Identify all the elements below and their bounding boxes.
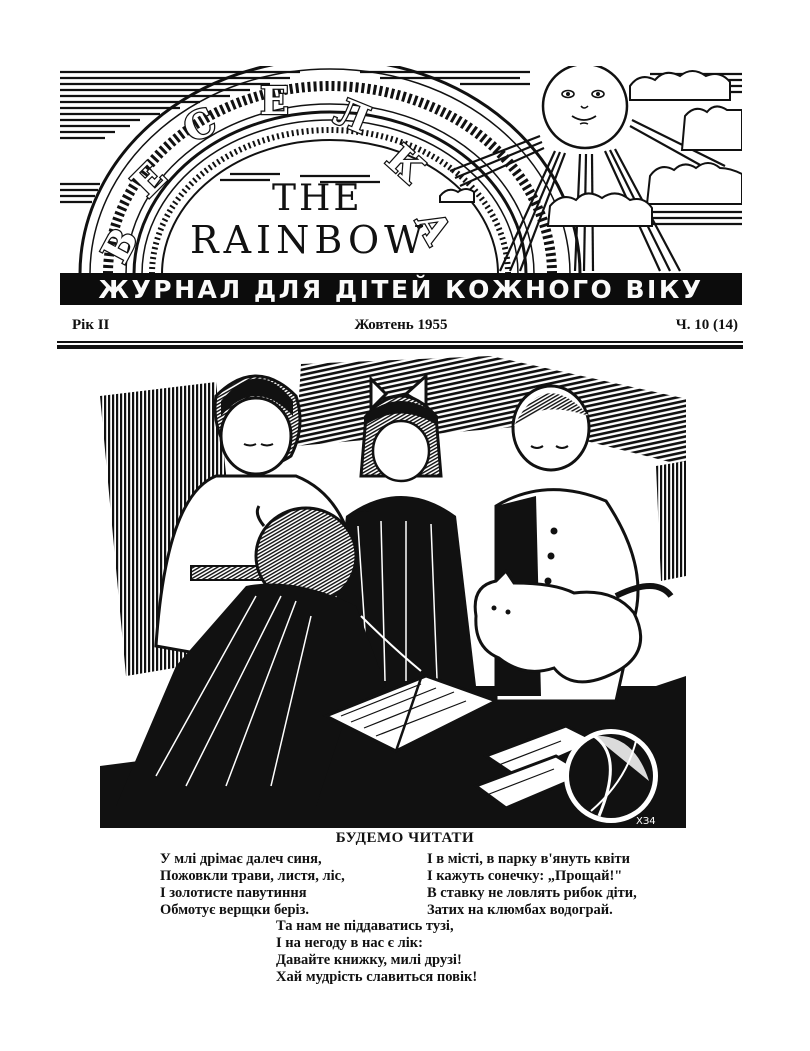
poem-line: Обмотує верщки беріз. bbox=[160, 902, 310, 918]
poem-title: БУДЕМО ЧИТАТИ bbox=[335, 830, 475, 846]
poem-stanza-final bbox=[276, 918, 477, 986]
title-letter: А bbox=[406, 202, 462, 252]
striped-ball bbox=[566, 731, 656, 821]
issue-year: Рік II bbox=[72, 317, 110, 333]
poem-line: Хай мудрість славиться повік! bbox=[276, 969, 478, 985]
poem-line: І в місті, в парку в'януть квіти bbox=[427, 851, 631, 867]
title-letter: Л bbox=[328, 88, 377, 143]
poem-line: І золотисте павутиння bbox=[160, 885, 307, 901]
poem-line: В ставку не ловлять рибок діти, bbox=[427, 885, 637, 901]
divider-thick bbox=[57, 345, 743, 349]
rainbow-sun-artwork bbox=[60, 66, 742, 274]
tagline-bar bbox=[60, 273, 742, 305]
cover-illustration bbox=[96, 356, 686, 828]
masthead-illustration bbox=[60, 66, 742, 274]
hatched-table-top bbox=[296, 356, 686, 466]
poem-stanza-left bbox=[160, 851, 345, 919]
title-letter: Е bbox=[122, 153, 175, 206]
issue-number: Ч. 10 (14) bbox=[675, 317, 738, 333]
hatched-table-leg bbox=[656, 461, 686, 581]
poem-stanza-right bbox=[427, 851, 637, 919]
title-rainbow: RAINBOW bbox=[190, 218, 429, 262]
poem-line: Пожовкли трави, листя, ліс, bbox=[160, 868, 345, 884]
poem-line: У млі дрімає далеч синя, bbox=[160, 851, 322, 867]
title-letter: Е bbox=[260, 78, 289, 123]
title-the: THE bbox=[272, 178, 363, 219]
poem-line: Давайте книжку, милі друзі! bbox=[276, 952, 462, 968]
poem-line: Затих на клюмбах водограй. bbox=[427, 902, 613, 918]
divider-thin bbox=[57, 341, 743, 343]
title-letter: К bbox=[377, 135, 434, 192]
poem-line: І на негоду в нас є лік: bbox=[276, 935, 423, 951]
title-letter: С bbox=[176, 97, 223, 152]
sun-face bbox=[543, 66, 627, 148]
title-letter: В bbox=[92, 220, 147, 270]
children-reading-woodcut bbox=[96, 356, 686, 828]
issue-info-line bbox=[60, 315, 742, 337]
artist-signature: ХЗ4 bbox=[636, 816, 656, 827]
poem-line: Та нам не піддаватись тузі, bbox=[276, 918, 454, 934]
issue-date: Жовтень 1955 bbox=[354, 317, 448, 333]
tagline-text: ЖУРНАЛ ДЛЯ ДІТЕЙ КОЖНОГО ВІКУ bbox=[98, 274, 704, 304]
poem-line: І кажуть сонечку: „Прощай!" bbox=[427, 868, 623, 884]
